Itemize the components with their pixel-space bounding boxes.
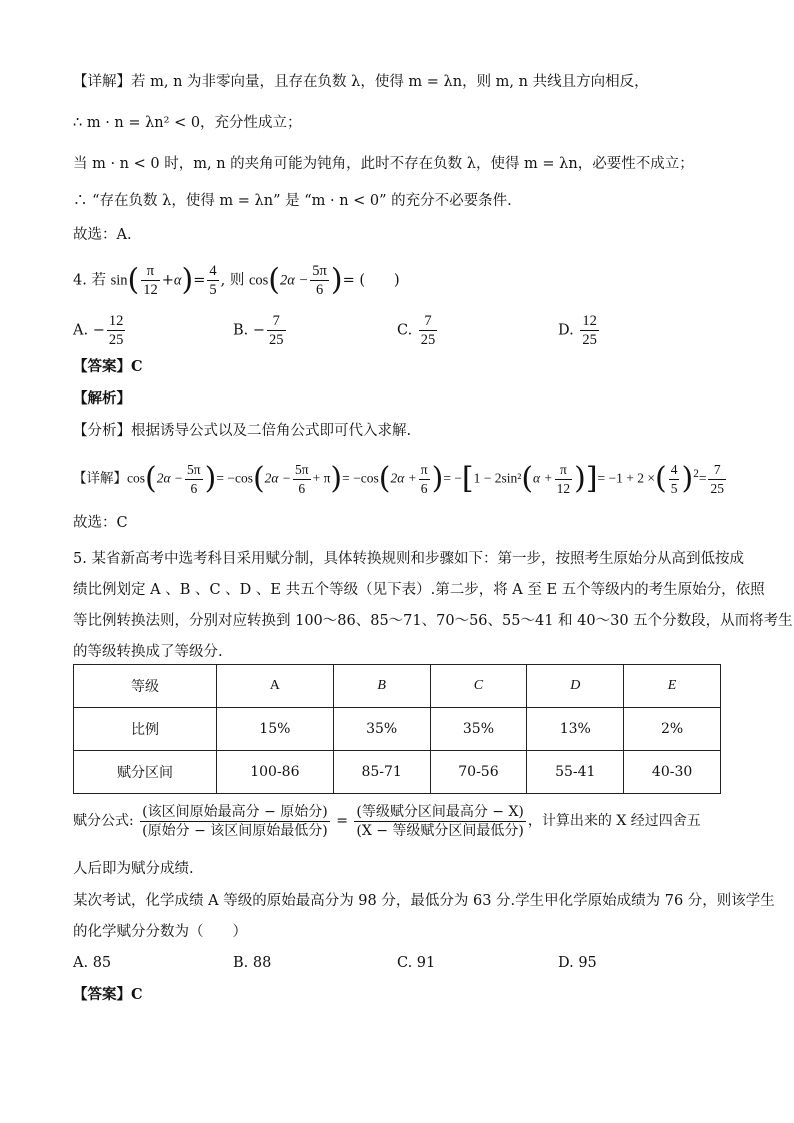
table-cell: 100-86: [217, 751, 334, 794]
q4-stem: 4. 若 sin( $\frac{\pi}{12}$ +α)= $\frac{4}{5}$ , 则 cos(2α − $\frac{5\pi}{6}$ )= ( ): [73, 262, 400, 298]
q4-sin: sin: [110, 272, 128, 289]
q4-cos: cos: [248, 272, 269, 289]
q4-analysis: 【分析】根据诱导公式以及二倍角公式即可代入求解.: [73, 423, 412, 439]
table-cell: 40-30: [624, 751, 721, 794]
q3-answer: 故选：A.: [73, 227, 132, 243]
table-cell: C: [430, 665, 527, 708]
q4-detail: 【详解】cos(2α − $\frac{5\pi}{6}$ )= −cos(2α − $\frac{5\pi}{6}$ + π)= −cos(2α + $\frac{\pi}{6}$ )= −[1 − 2sin²(α + $\frac{\pi}{12}$ )]= −1 + 2 ×( $\frac{4}{5}$ )$^2$= $\frac{7}{25}$: [73, 461, 724, 496]
table-cell: 85-71: [333, 751, 430, 794]
table-cell: 15%: [217, 708, 334, 751]
q4-option-a: A. − $\frac{12}{25}$: [73, 313, 124, 348]
table-row: [74, 708, 721, 751]
q5-formula: 赋分公式: $\frac{\text{(该区间原始最高分 − 原始分)}}{\text{(原始分 − 该区间原始最低分)}}$ = $\frac{\text{(等级赋分区间最高分 − X)}}{\text{(X − 等级赋分区间最低分)}}$ ，计算出来的 X 经过四舍五: [73, 803, 701, 839]
q4-option-d: D. $\frac{12}{25}$: [558, 313, 597, 348]
q3-detail-line4: ∴ “存在负数 λ，使得 m = λn” 是 “m · n < 0” 的充分不必要条件.: [73, 193, 512, 209]
q4-option-b: B. − $\frac{7}{25}$: [233, 313, 284, 348]
q5-para6: 的化学赋分分数为（ ）: [73, 924, 247, 940]
q3-detail-line2: ∴ m · n = λn² < 0，充分性成立；: [73, 115, 302, 131]
table-cell: 70-56: [430, 751, 527, 794]
table-cell: B: [333, 665, 430, 708]
q5-option-c: C. 91: [397, 955, 436, 971]
grade-table: [73, 664, 721, 794]
table-cell: E: [624, 665, 721, 708]
q5-formula-tail: 人后即为赋分成绩.: [73, 861, 194, 877]
table-row: [74, 751, 721, 794]
q5-para3: 等比例转换法则，分别对应转换到 100～86、85～71、70～56、55～41 和 40～30 五个分数段，从而将考生: [73, 613, 793, 629]
table-header-cell: 等级: [74, 665, 217, 708]
q5-para1: 5. 某省新高考中选考科目采用赋分制，具体转换规则和步骤如下：第一步，按照考生原始分从高到低按成: [73, 551, 744, 567]
q3-detail-line3: 当 m · n < 0 时，m, n 的夹角可能为钝角，此时不存在负数 λ，使得 m = λn，必要性不成立；: [73, 156, 694, 172]
q4-choose: 故选：C: [73, 515, 128, 531]
q4-cos-frac: $\frac{5\pi}{6}$: [312, 263, 327, 298]
table-header-cell: 赋分区间: [74, 751, 217, 794]
table-cell: 35%: [333, 708, 430, 751]
q4-answer-tag: 【答案】C: [73, 358, 143, 375]
q4-sin-frac: $\frac{\pi}{12}$: [143, 263, 158, 298]
q4-eq-frac: $\frac{4}{5}$: [209, 263, 217, 298]
q5-para4: 的等级转换成了等级分.: [73, 644, 223, 660]
table-header-cell: 比例: [74, 708, 217, 751]
q5-answer-tag: 【答案】C: [73, 986, 143, 1003]
table-cell: 35%: [430, 708, 527, 751]
q5-option-d: D. 95: [558, 955, 597, 971]
table-row: [74, 665, 721, 708]
q4-analysis-tag: 【解析】: [73, 390, 131, 407]
q5-para2: 绩比例划定 A 、B 、C 、D 、E 共五个等级（见下表）.第二步，将 A 至 E 五个等级内的考生原始分，依照: [73, 582, 765, 598]
table-cell: 13%: [527, 708, 624, 751]
table-cell: 2%: [624, 708, 721, 751]
table-cell: 55-41: [527, 751, 624, 794]
q4-option-c: C. $\frac{7}{25}$: [397, 313, 436, 348]
table-cell: A: [217, 665, 334, 708]
q3-detail-line1: 【详解】若 m, n 为非零向量，且存在负数 λ，使得 m = λn，则 m, n 共线且方向相反，: [73, 74, 649, 90]
table-cell: D: [527, 665, 624, 708]
q5-option-b: B. 88: [233, 955, 272, 971]
q4-stem-prefix: 4. 若: [73, 272, 106, 289]
q5-option-a: A. 85: [73, 955, 112, 971]
q5-para5: 某次考试，化学成绩 A 等级的原始最高分为 98 分，最低分为 63 分.学生甲化学原始成绩为 76 分，则该学生: [73, 893, 775, 909]
